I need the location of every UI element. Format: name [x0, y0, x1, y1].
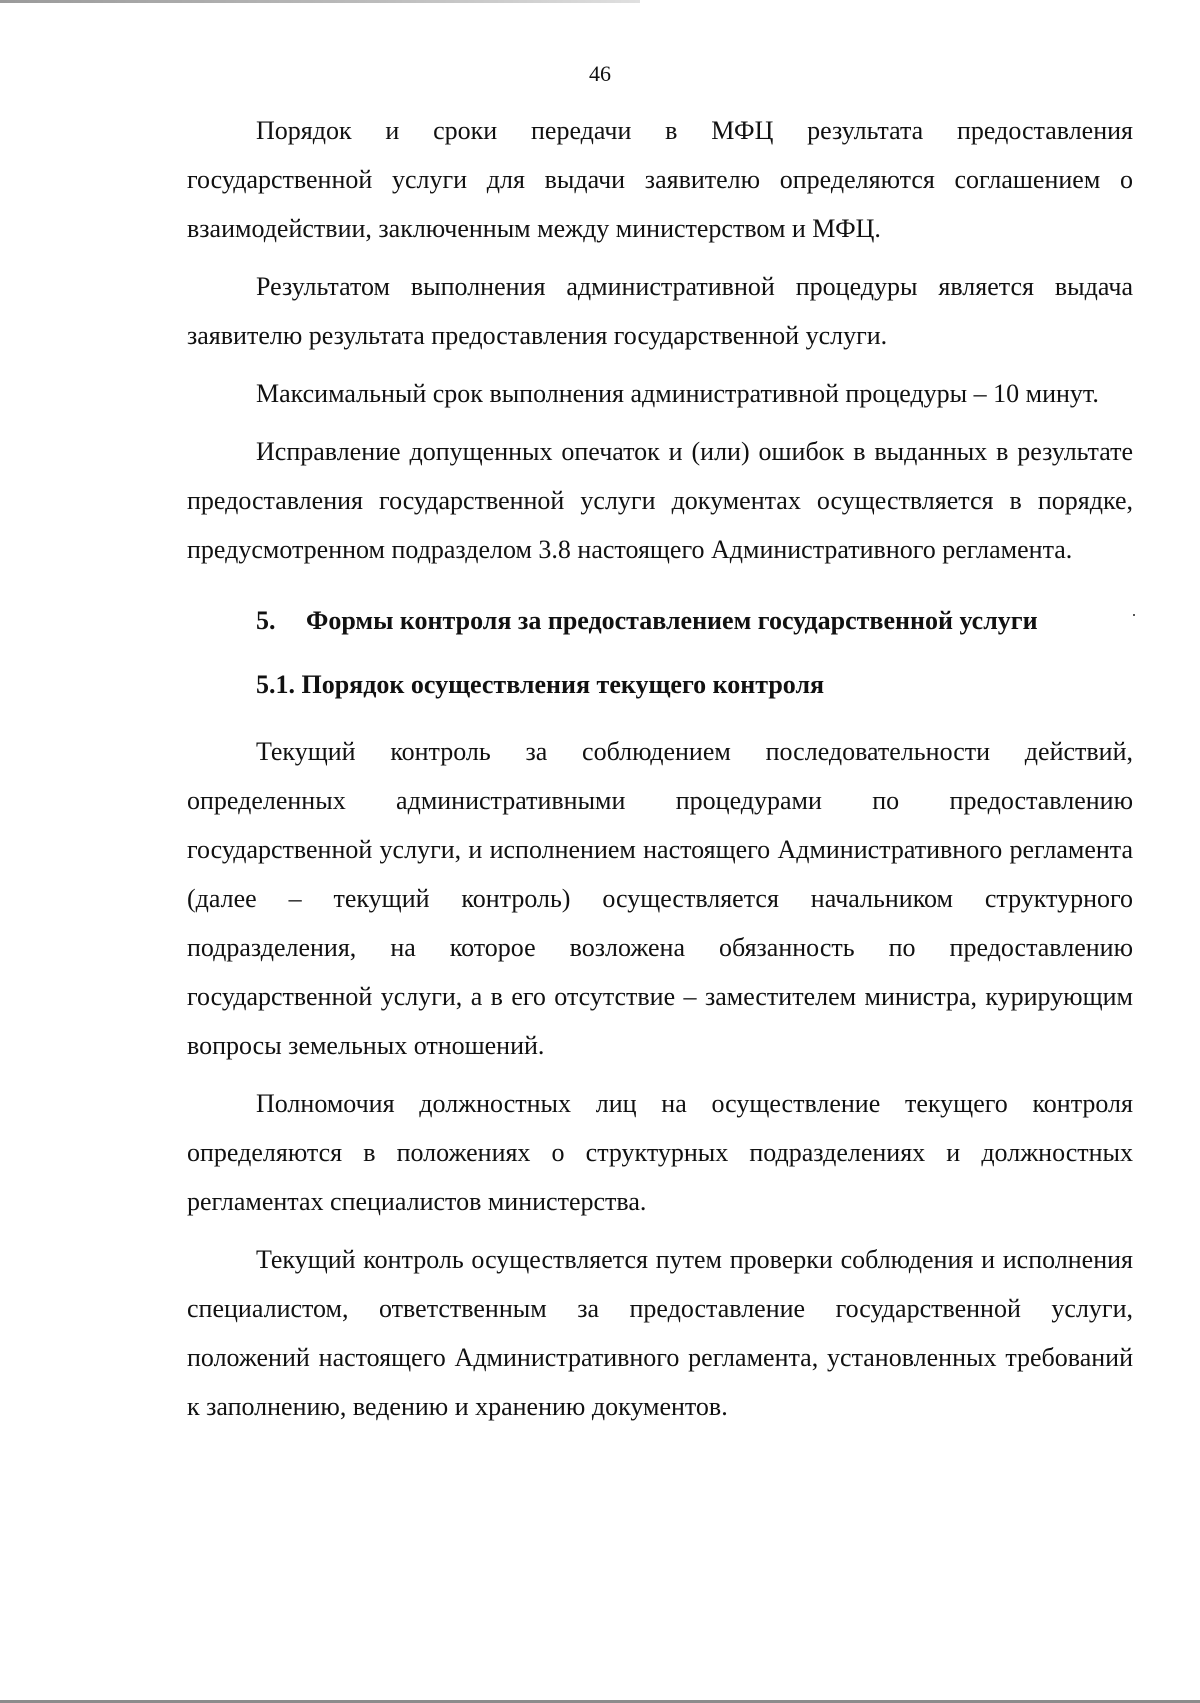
- subsection-heading: 5.1. Порядок осуществления текущего контроля: [256, 670, 825, 699]
- paragraph-procedure-result: Результатом выполнения административной процедуры является выдача заявителю результата предоставления государственной услуги.: [187, 272, 1133, 350]
- section-title: Формы контроля за предоставлением государственной услуги: [306, 606, 1038, 635]
- paragraph-official-powers: Полномочия должностных лиц на осуществление текущего контроля определяются в положениях о структурных подразделениях и должностных регламентах специалистов министерства.: [187, 1089, 1133, 1216]
- paragraph-max-term: Максимальный срок выполнения административной процедуры – 10 минут.: [256, 379, 1099, 408]
- section-heading: [187, 596, 1133, 645]
- page-number: 46: [589, 61, 611, 86]
- paragraph-control-method: Текущий контроль осуществляется путем проверки соблюдения и исполнения специалистом, ответственным за предоставление государственной услуги, положений настоящего Административного регламента, установленных требований к заполнению, ведению и хранению документов.: [187, 1245, 1133, 1421]
- section-number: 5.: [256, 606, 276, 635]
- paragraph-mfc-transfer: Порядок и сроки передачи в МФЦ результата предоставления государственной услуги для выдачи заявителю определяются соглашением о взаимодействии, заключенным между министерством и МФЦ.: [187, 116, 1133, 243]
- scan-speck: [1133, 614, 1135, 616]
- paragraph-current-control: Текущий контроль за соблюдением последовательности действий, определенных административными процедурами по предоставлению государственной услуги, и исполнением настоящего Административного регламента (далее – текущий контроль) осуществляется начальником структурного подразделения, на которое возложена обязанность по предоставлению государственной услуги, а в его отсутствие – заместителем министра, курирующим вопросы земельных отношений.: [187, 737, 1133, 1060]
- paragraph-error-correction: Исправление допущенных опечаток и (или) ошибок в выданных в результате предоставления государственной услуги документах осуществляется в порядке, предусмотренном подразделом 3.8 настоящего Административного регламента.: [187, 437, 1133, 564]
- document-body: [187, 106, 1133, 1440]
- scan-edge-top: [0, 0, 640, 3]
